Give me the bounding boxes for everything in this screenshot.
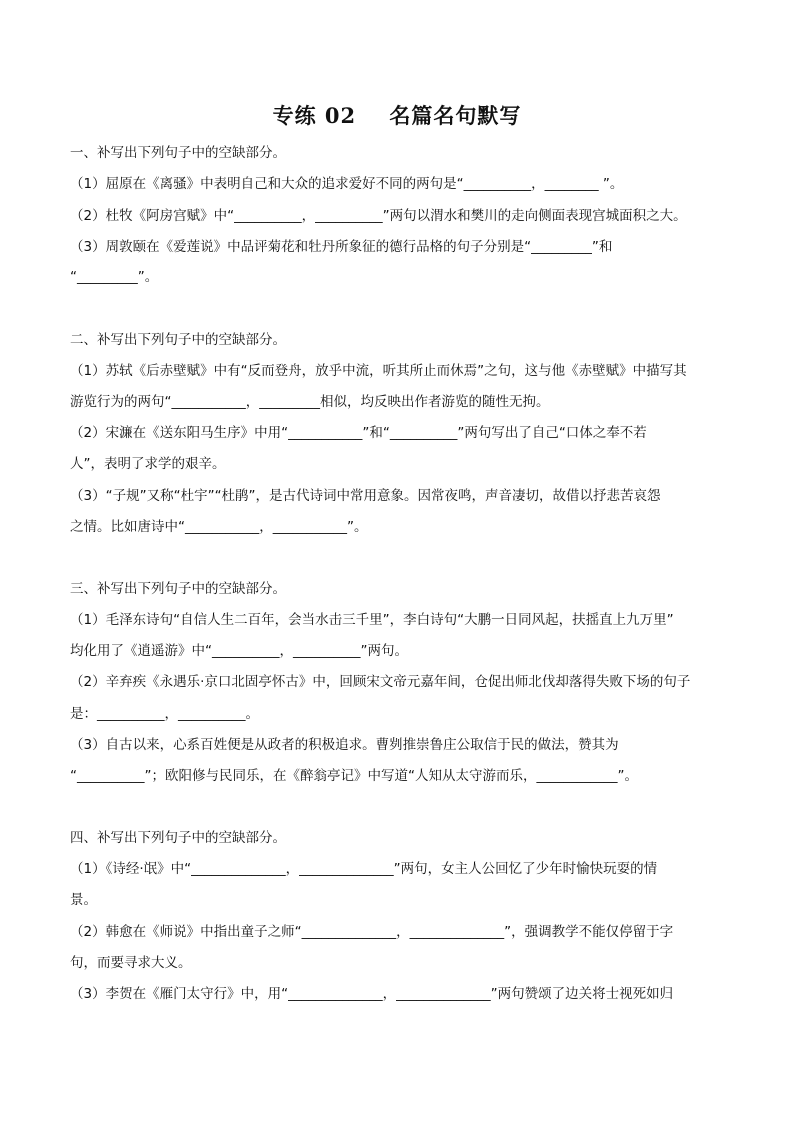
section-2-line-5: （3）“子规”又称“杜宇”“杜鹃”，是古代诗词中常用意象。因常夜鸣，声音凄切，故借以抒悲苦哀怨	[70, 488, 661, 504]
section-4-line-4: 句，而要寻求大义。	[70, 955, 192, 971]
section-4-line-3: （2）韩愈在《师说》中指出童子之师“______________，______________”，强调教学不能仅停留于字	[70, 924, 674, 940]
section-4-heading: 四、补写出下列句子中的空缺部分。	[70, 830, 286, 846]
section-2-line-4: 人”，表明了求学的艰辛。	[70, 456, 226, 472]
page-title: 专练 02 名篇名句默写	[272, 103, 522, 128]
section-1-line-3: （3）周敦颐在《爱莲说》中品评菊花和牡丹所象征的德行品格的句子分别是“_________”和	[70, 239, 613, 255]
section-3-line-5: （3）自古以来，心系百姓便是从政者的积极追求。曹刿推崇鲁庄公取信于民的做法，赞其为	[70, 737, 619, 753]
section-3-line-4: 是：__________，__________。	[70, 706, 259, 722]
section-1-heading: 一、补写出下列句子中的空缺部分。	[70, 145, 286, 161]
section-3-line-1: （1）毛泽东诗句“自信人生二百年，会当水击三千里”，李白诗句“大鹏一日同风起，扶摇直上九万里”	[70, 612, 674, 628]
section-2-line-1: （1）苏轼《后赤壁赋》中有“反而登舟，放乎中流，听其所止而休焉”之句，这与他《赤壁赋》中描写其	[70, 363, 687, 379]
section-3-line-6: “__________”；欧阳修与民同乐，在《醉翁亭记》中写道“人知从太守游而乐，____________”。	[70, 768, 638, 784]
section-3-line-2: 均化用了《逍遥游》中“__________，__________”两句。	[70, 643, 408, 659]
section-4-line-5: （3）李贺在《雁门太守行》中，用“______________，______________”两句赞颂了边关将士视死如归	[70, 986, 674, 1002]
section-1-line-2: （2）杜牧《阿房宫赋》中“__________，__________”两句以渭水和樊川的走向侧面表现宫城面积之大。	[70, 208, 687, 224]
section-4-line-2: 景。	[70, 892, 97, 908]
section-1-line-1: （1）屈原在《离骚》中表明自己和大众的追求爱好不同的两句是“__________，________ ”。	[70, 176, 624, 192]
section-2-line-6: 之情。比如唐诗中“___________，___________”。	[70, 519, 368, 535]
section-2-heading: 二、补写出下列句子中的空缺部分。	[70, 332, 286, 348]
section-3-line-3: （2）辛弃疾《永遇乐·京口北固亭怀古》中，回顾宋文帝元嘉年间，仓促出师北伐却落得失败下场的句子	[70, 674, 691, 690]
section-1-line-4: “_________”。	[70, 269, 159, 285]
section-3-heading: 三、补写出下列句子中的空缺部分。	[70, 581, 286, 597]
section-4-line-1: （1）《诗经·氓》中“______________，______________”两句，女主人公回忆了少年时愉快玩耍的情	[70, 861, 658, 877]
section-2-line-2: 游览行为的两句“___________，_________相似，均反映出作者游览的随性无拘。	[70, 394, 550, 410]
section-2-line-3: （2）宋濂在《送东阳马生序》中用“___________”和“__________”两句写出了自己“口体之奉不若	[70, 425, 647, 441]
